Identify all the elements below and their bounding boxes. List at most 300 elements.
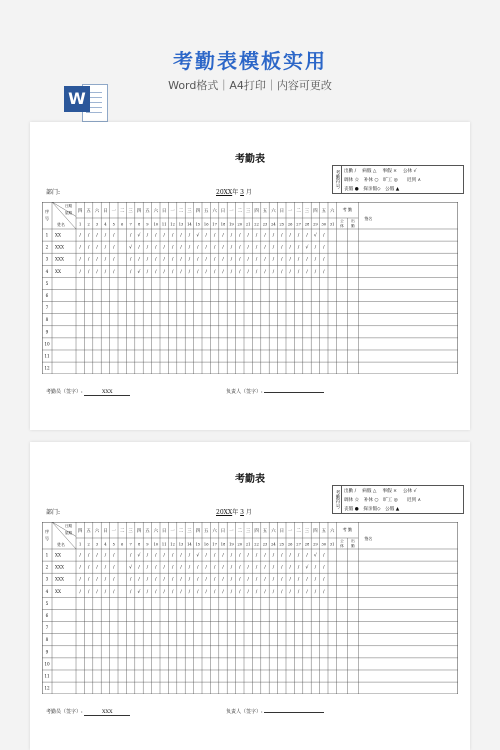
attendance-mark: / [113, 245, 115, 251]
weekday-label: 四 [195, 528, 200, 534]
attendance-mark: / [163, 269, 165, 275]
attendance-mark: / [188, 565, 191, 571]
attendance-mark: / [323, 589, 325, 595]
manager-value [264, 712, 324, 713]
row-number: 10 [44, 341, 50, 347]
weekday-label: 一 [111, 528, 116, 534]
attendance-mark: / [171, 577, 174, 583]
date-line [216, 507, 252, 516]
attendance-mark: / [171, 233, 174, 239]
attendance-mark: / [171, 553, 174, 559]
attendance-mark: / [87, 245, 90, 251]
attendance-mark: / [239, 565, 241, 571]
gongxiu-header: 公 [340, 538, 344, 543]
attendance-mark: / [272, 553, 275, 559]
attendance-mark: / [113, 233, 115, 239]
attendance-mark: / [188, 269, 191, 275]
weekday-label: 日 [279, 208, 284, 214]
sheet-title: 考勤表 [235, 474, 265, 485]
attendance-mark: / [264, 245, 266, 251]
weekday-label: 二 [237, 208, 242, 214]
attendance-mark: / [188, 553, 191, 559]
row-number: 8 [45, 317, 49, 323]
attendance-mark: / [272, 233, 275, 239]
gongxiu-header: 休 [340, 543, 344, 548]
attendance-mark: / [297, 233, 300, 239]
attendance-mark: / [146, 565, 149, 571]
row-name: XXX [55, 244, 64, 250]
day-number: 6 [121, 542, 124, 547]
attendance-grid [42, 522, 458, 694]
attendance-mark: / [171, 245, 174, 251]
attendance-mark: / [314, 565, 317, 571]
row-number: 5 [45, 280, 49, 286]
row-number: 12 [44, 685, 50, 691]
name-header: 姓名 [57, 221, 65, 227]
attendance-mark: / [323, 269, 325, 275]
attendance-mark: / [314, 245, 317, 251]
chuqin-header: 出 [351, 218, 355, 223]
attendance-mark: / [289, 269, 291, 275]
attendance-mark: / [197, 589, 199, 595]
row-name: XX [55, 268, 61, 274]
day-number: 11 [161, 542, 167, 547]
attendance-mark: / [230, 565, 233, 571]
weekday-label: 一 [111, 208, 116, 214]
attendance-mark: / [180, 553, 182, 559]
attendance-mark: / [155, 245, 157, 251]
checker-signature [46, 388, 130, 396]
weekday-label: 三 [304, 528, 310, 534]
attendance-mark: / [272, 257, 275, 263]
checker-signature [46, 708, 130, 716]
day-number: 7 [129, 542, 132, 547]
attendance-mark: / [230, 589, 233, 595]
row-number: 1 [45, 232, 49, 238]
attendance-mark: / [146, 577, 149, 583]
day-number: 30 [321, 542, 327, 547]
attendance-mark: / [255, 565, 258, 571]
row-number: 11 [44, 673, 50, 679]
attendance-mark: / [129, 269, 132, 275]
attendance-mark: / [79, 245, 81, 251]
day-number: 16 [203, 222, 209, 227]
week-header: 星期 [64, 530, 73, 535]
weekday-label: 二 [120, 528, 125, 534]
weekday-label: 日 [103, 528, 108, 534]
attendance-mark: / [264, 565, 266, 571]
day-number: 3 [95, 542, 99, 547]
attendance-mark: / [247, 257, 249, 263]
attendance-mark: / [155, 589, 157, 595]
attendance-mark: / [297, 269, 300, 275]
day-number: 19 [229, 222, 234, 227]
attendance-mark: / [272, 269, 275, 275]
attendance-mark: / [197, 245, 199, 251]
weekday-label: 六 [330, 528, 335, 534]
attendance-mark: / [222, 257, 224, 263]
day-number: 23 [262, 542, 268, 547]
attendance-mark: / [306, 577, 308, 583]
weekday-label: 五 [145, 208, 150, 214]
attendance-mark: / [155, 553, 157, 559]
attendance-mark: √ [137, 233, 141, 239]
kaoqin-header: 考 勤 [342, 206, 353, 212]
weekday-label: 四 [313, 528, 318, 534]
attendance-mark: / [96, 245, 98, 251]
attendance-mark: / [255, 589, 258, 595]
weekday-label: 二 [237, 528, 242, 534]
attendance-mark: / [87, 257, 90, 263]
attendance-mark: / [180, 233, 182, 239]
attendance-mark: / [213, 589, 216, 595]
attendance-table [42, 202, 458, 374]
day-number: 24 [271, 542, 276, 547]
row-number: 7 [45, 305, 49, 311]
row-number: 4 [45, 268, 49, 274]
row-number: 3 [45, 576, 49, 582]
day-number: 14 [187, 222, 192, 227]
legend-box [332, 165, 464, 194]
weekday-label: 六 [271, 208, 276, 214]
attendance-mark: / [247, 233, 249, 239]
attendance-mark: / [272, 577, 275, 583]
attendance-mark: / [113, 257, 115, 263]
day-number: 29 [313, 542, 318, 547]
attendance-mark: / [281, 577, 283, 583]
sign-header: 签名 [364, 535, 373, 541]
day-number: 25 [279, 542, 285, 547]
day-number: 8 [137, 542, 141, 547]
day-number: 16 [203, 542, 209, 547]
attendance-mark: / [113, 269, 115, 275]
day-number: 11 [161, 222, 167, 227]
attendance-mark: √ [137, 269, 141, 275]
attendance-mark: / [239, 589, 241, 595]
day-number: 14 [187, 542, 192, 547]
attendance-mark: / [222, 269, 224, 275]
weekday-label: 五 [262, 528, 268, 534]
attendance-grid [42, 202, 458, 374]
attendance-mark: / [323, 245, 325, 251]
attendance-mark: / [96, 589, 98, 595]
day-number: 1 [79, 222, 82, 227]
attendance-mark: / [96, 565, 98, 571]
attendance-mark: / [205, 553, 207, 559]
weekday-label: 四 [195, 208, 200, 214]
attendance-mark: / [264, 553, 266, 559]
attendance-mark: / [146, 269, 149, 275]
day-number: 22 [254, 542, 259, 547]
attendance-mark: / [306, 589, 308, 595]
attendance-mark: / [87, 577, 90, 583]
row-number: 9 [45, 649, 49, 655]
weekday-label: 二 [296, 528, 301, 534]
weekday-label: 日 [220, 528, 226, 534]
weekday-label: 六 [212, 208, 217, 214]
row-number: 11 [44, 353, 50, 359]
attendance-mark: / [314, 589, 317, 595]
attendance-mark: / [138, 257, 140, 263]
attendance-mark: / [306, 269, 308, 275]
attendance-mark: / [289, 565, 291, 571]
attendance-mark: / [163, 553, 165, 559]
weekday-label: 五 [145, 528, 150, 534]
attendance-mark: / [289, 577, 291, 583]
weekday-label: 二 [120, 208, 125, 214]
attendance-mark: / [281, 589, 283, 595]
attendance-mark: √ [313, 233, 317, 239]
day-number: 5 [112, 542, 115, 547]
attendance-mark: / [213, 577, 216, 583]
attendance-mark: / [87, 269, 90, 275]
attendance-mark: / [155, 257, 157, 263]
attendance-mark: / [155, 565, 157, 571]
attendance-mark: / [222, 565, 224, 571]
weekday-label: 三 [246, 528, 251, 534]
weekday-label: 二 [178, 528, 184, 534]
weekday-label: 六 [212, 528, 217, 534]
attendance-mark: / [297, 565, 300, 571]
day-number: 12 [170, 222, 175, 227]
attendance-mark: / [264, 257, 266, 263]
weekday-label: 五 [262, 208, 268, 214]
attendance-mark: / [230, 257, 233, 263]
attendance-mark: / [188, 245, 191, 251]
attendance-mark: / [281, 553, 283, 559]
attendance-mark: / [171, 589, 174, 595]
day-number: 10 [153, 542, 159, 547]
attendance-mark: / [272, 245, 275, 251]
row-number: 6 [45, 613, 49, 619]
attendance-mark: / [104, 553, 107, 559]
attendance-mark: / [247, 269, 249, 275]
attendance-mark: / [188, 589, 191, 595]
row-name: XXX [55, 256, 64, 262]
attendance-mark: / [239, 269, 241, 275]
attendance-mark: / [222, 245, 224, 251]
weekday-label: 四 [136, 208, 142, 214]
weekday-label: 五 [204, 208, 209, 214]
attendance-mark: / [264, 269, 266, 275]
weekday-label: 六 [330, 208, 335, 214]
attendance-mark: / [171, 565, 174, 571]
attendance-mark: / [247, 553, 249, 559]
attendance-mark: / [297, 553, 300, 559]
manager-label: 负责人（签字）: [226, 389, 263, 395]
attendance-mark: / [146, 233, 149, 239]
weekday-label: 三 [187, 208, 192, 214]
weekday-label: 六 [94, 208, 100, 214]
weekday-label: 一 [170, 208, 175, 214]
attendance-mark: / [146, 589, 149, 595]
attendance-mark: / [205, 577, 207, 583]
attendance-mark: / [205, 269, 207, 275]
legend-row: 丧假 ● 探亲假◇ 公假 ▲ [344, 507, 400, 512]
weekday-label: 五 [321, 528, 326, 534]
attendance-mark: √ [305, 565, 309, 571]
attendance-mark: / [163, 589, 165, 595]
day-number: 31 [329, 222, 335, 227]
day-number: 4 [104, 542, 107, 547]
attendance-mark: / [289, 553, 291, 559]
attendance-mark: / [129, 589, 132, 595]
attendance-mark: / [197, 257, 199, 263]
chuqin-header: 出 [351, 538, 355, 543]
attendance-mark: / [222, 589, 224, 595]
attendance-mark: √ [137, 589, 141, 595]
attendance-mark: / [188, 577, 191, 583]
attendance-mark: / [255, 553, 258, 559]
attendance-mark: / [213, 257, 216, 263]
attendance-mark: / [222, 577, 224, 583]
legend-row: 调休 ☆ 补休 ○ 旷工 ◎ 迟到 ∧ [344, 178, 421, 183]
weekday-label: 三 [246, 208, 251, 214]
year-unit: 年 [232, 509, 239, 516]
day-number: 1 [79, 542, 82, 547]
date-line [216, 187, 252, 196]
attendance-mark: / [180, 577, 182, 583]
day-number: 19 [229, 542, 234, 547]
weekday-label: 一 [288, 208, 293, 214]
attendance-mark: / [213, 269, 216, 275]
weekday-label: 三 [187, 528, 192, 534]
weekday-label: 三 [304, 208, 310, 214]
attendance-mark: / [314, 577, 317, 583]
legend-header: 考勤符号 [333, 166, 342, 193]
row-number: 1 [45, 552, 49, 558]
attendance-mark: / [79, 269, 81, 275]
attendance-mark: / [163, 245, 165, 251]
attendance-mark: / [104, 269, 107, 275]
row-number: 2 [45, 244, 49, 250]
week-header: 星期 [64, 210, 73, 215]
attendance-mark: / [171, 269, 174, 275]
page-title: 考勤表模板实用 [173, 49, 327, 73]
gongxiu-header: 公 [340, 218, 344, 223]
attendance-mark: / [323, 553, 325, 559]
attendance-mark: / [138, 565, 140, 571]
attendance-mark: / [222, 233, 224, 239]
row-number: 12 [44, 365, 50, 371]
row-number: 4 [45, 588, 49, 594]
attendance-mark: / [171, 257, 174, 263]
row-number: 9 [45, 329, 49, 335]
attendance-mark: / [113, 553, 115, 559]
attendance-mark: / [104, 577, 107, 583]
attendance-mark: / [155, 269, 157, 275]
attendance-mark: √ [137, 553, 141, 559]
attendance-mark: / [96, 269, 98, 275]
checker-label: 考勤员（签字）: [46, 389, 83, 395]
year-value: 20XX [216, 189, 233, 196]
manager-signature [226, 388, 324, 395]
manager-label: 负责人（签字）: [226, 709, 263, 715]
weekday-label: 日 [279, 528, 284, 534]
weekday-label: 五 [86, 528, 91, 534]
weekday-label: 一 [170, 528, 175, 534]
weekday-label: 四 [254, 528, 259, 534]
seq-header: 号 [44, 215, 50, 221]
attendance-mark: / [188, 233, 191, 239]
attendance-mark: / [239, 233, 241, 239]
document-page-2 [30, 442, 470, 750]
weekday-label: 六 [94, 528, 100, 534]
day-number: 8 [137, 222, 141, 227]
attendance-mark: / [188, 257, 191, 263]
attendance-mark: / [155, 577, 157, 583]
attendance-mark: / [104, 245, 107, 251]
seq-header: 号 [44, 535, 50, 541]
page-subtitle: Word格式｜A4打印｜内容可更改 [168, 79, 332, 92]
attendance-mark: / [205, 257, 207, 263]
attendance-mark: / [213, 565, 216, 571]
weekday-label: 六 [271, 528, 276, 534]
attendance-mark: / [96, 233, 98, 239]
day-number: 2 [87, 542, 90, 547]
attendance-mark: / [222, 553, 224, 559]
weekday-label: 日 [162, 208, 167, 214]
attendance-mark: / [255, 257, 258, 263]
attendance-mark: / [129, 233, 132, 239]
month-unit: 月 [245, 189, 252, 196]
day-number: 20 [237, 222, 243, 227]
day-number: 23 [262, 222, 268, 227]
attendance-mark: / [180, 589, 182, 595]
day-number: 13 [178, 222, 184, 227]
attendance-mark: / [264, 589, 266, 595]
attendance-mark: / [79, 565, 81, 571]
attendance-mark: / [247, 245, 249, 251]
weekday-label: 五 [321, 208, 326, 214]
weekday-label: 六 [153, 208, 158, 214]
row-number: 10 [44, 661, 50, 667]
attendance-mark: / [104, 257, 107, 263]
attendance-mark: / [213, 233, 216, 239]
attendance-mark: / [281, 565, 283, 571]
attendance-mark: / [239, 553, 241, 559]
attendance-mark: / [96, 257, 98, 263]
attendance-mark: / [197, 269, 199, 275]
attendance-mark: / [129, 577, 132, 583]
attendance-mark: / [205, 233, 207, 239]
day-number: 9 [146, 542, 149, 547]
weekday-label: 二 [296, 208, 301, 214]
attendance-mark: / [255, 577, 258, 583]
attendance-mark: / [87, 589, 90, 595]
day-number: 18 [220, 222, 226, 227]
attendance-mark: / [230, 269, 233, 275]
weekday-label: 二 [178, 208, 184, 214]
day-number: 29 [313, 222, 318, 227]
attendance-mark: / [138, 245, 140, 251]
attendance-mark: / [79, 589, 81, 595]
attendance-mark: / [113, 577, 115, 583]
attendance-mark: / [247, 565, 249, 571]
year-value: 20XX [216, 509, 233, 516]
sheet-title: 考勤表 [235, 154, 265, 165]
attendance-mark: / [255, 269, 258, 275]
attendance-mark: / [104, 589, 107, 595]
day-number: 27 [296, 222, 301, 227]
row-number: 7 [45, 625, 49, 631]
attendance-mark: / [163, 565, 165, 571]
attendance-mark: / [255, 233, 258, 239]
attendance-mark: / [289, 245, 291, 251]
attendance-mark: / [79, 553, 81, 559]
attendance-mark: / [230, 233, 233, 239]
attendance-mark: / [247, 577, 249, 583]
